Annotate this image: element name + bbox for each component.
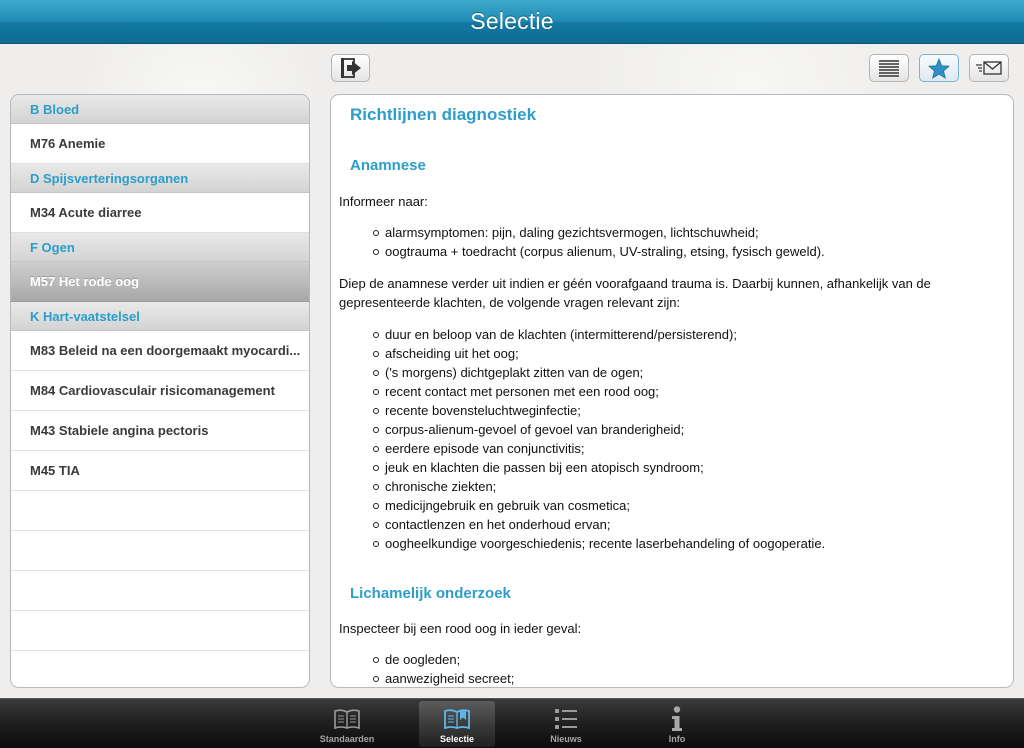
empty-row <box>11 651 309 688</box>
text-lines-icon <box>878 59 900 77</box>
tab-label: Selectie <box>439 734 475 744</box>
list-item[interactable]: M83 Beleid na een doorgemaakt myocardi... <box>11 331 309 371</box>
text-view-button[interactable] <box>869 54 909 82</box>
empty-row <box>11 611 309 651</box>
send-mail-button[interactable] <box>969 54 1009 82</box>
list-bullet: ('s morgens) dichtgeplakt zitten van de ogen; <box>373 363 1005 382</box>
list-section-header: F Ogen <box>11 233 309 262</box>
list-bullet: de oogleden; <box>373 650 1005 669</box>
tab-label: Info <box>668 734 686 744</box>
favorite-button[interactable] <box>919 54 959 82</box>
detail-title: Richtlijnen diagnostiek <box>350 105 537 124</box>
tab-label: Standaarden <box>319 734 375 744</box>
list-bullet: oogtrauma + toedracht (corpus alienum, UV-straling, etsing, fysisch geweld). <box>373 242 1005 261</box>
list-bullet: duur en beloop van de klachten (intermitterend/persisterend); <box>373 325 1005 344</box>
navigation-bar <box>0 0 1024 44</box>
list-bullet: eerdere episode van conjunctivitis; <box>373 439 1005 458</box>
tab-standaarden[interactable] <box>309 701 385 747</box>
selection-list[interactable] <box>10 94 310 688</box>
bullet-list <box>339 223 1005 261</box>
list-icon <box>554 707 578 731</box>
star-icon <box>928 58 950 79</box>
list-bullet: contactlenzen en het onderhoud ervan; <box>373 515 1005 534</box>
tab-selectie[interactable] <box>419 701 495 747</box>
list-bullet: oogheelkundige voorgeschiedenis; recente laserbehandeling of oogoperatie. <box>373 534 1005 553</box>
list-item[interactable]: M76 Anemie <box>11 124 309 164</box>
detail-panel[interactable] <box>330 94 1014 688</box>
list-bullet: corpus-alienum-gevoel of gevoel van branderigheid; <box>373 420 1005 439</box>
tab-info[interactable] <box>639 701 715 747</box>
bullet-list <box>339 650 1005 688</box>
section-paragraph: Diep de anamnese verder uit indien er géén voorafgaand trauma is. Daarbij kunnen, afhankelijk van de gepresenteerde klachten, de volgende vragen relevant zijn: <box>339 276 931 310</box>
section-heading: Anamnese <box>350 157 426 174</box>
list-bullet: medicijngebruik en gebruik van cosmetica; <box>373 496 1005 515</box>
open-book-icon <box>333 708 361 730</box>
list-section-header: B Bloed <box>11 95 309 124</box>
list-bullet: jeuk en klachten die passen bij een atopisch syndroom; <box>373 458 1005 477</box>
list-bullet: recent contact met personen met een rood oog; <box>373 382 1005 401</box>
bullet-list <box>339 325 1005 553</box>
list-section-header: K Hart-vaatstelsel <box>11 302 309 331</box>
list-bullet: alarmsymptomen: pijn, daling gezichtsvermogen, lichtschuwheid; <box>373 223 1005 242</box>
empty-row <box>11 491 309 531</box>
tab-nieuws[interactable] <box>528 701 604 747</box>
page-title: Selectie <box>470 8 554 34</box>
list-bullet: afscheiding uit het oog; <box>373 344 1005 363</box>
list-bullet: aanwezigheid secreet; <box>373 669 1005 688</box>
empty-row <box>11 571 309 611</box>
list-item[interactable]: M34 Acute diarree <box>11 193 309 233</box>
tab-bar <box>0 698 1024 748</box>
info-icon <box>670 706 684 732</box>
list-bullet: recente bovensteluchtweginfectie; <box>373 401 1005 420</box>
bookmark-book-icon <box>443 708 471 730</box>
empty-row <box>11 531 309 571</box>
exit-arrow-icon <box>339 57 363 79</box>
section-heading: Lichamelijk onderzoek <box>350 585 511 602</box>
list-item[interactable]: M84 Cardiovasculair risicomanagement <box>11 371 309 411</box>
list-item[interactable]: M45 TIA <box>11 451 309 491</box>
section-intro: Inspecteer bij een rood oog in ieder geval: <box>339 621 582 636</box>
list-bullet: chronische ziekten; <box>373 477 1005 496</box>
mail-send-icon <box>976 60 1002 76</box>
section-intro: Informeer naar: <box>339 194 428 209</box>
tab-label: Nieuws <box>550 734 582 744</box>
list-section-header: D Spijsverteringsorganen <box>11 164 309 193</box>
list-item[interactable]: M43 Stabiele angina pectoris <box>11 411 309 451</box>
list-item-selected[interactable]: M57 Het rode oog <box>11 262 309 302</box>
exit-selection-button[interactable] <box>331 54 370 82</box>
